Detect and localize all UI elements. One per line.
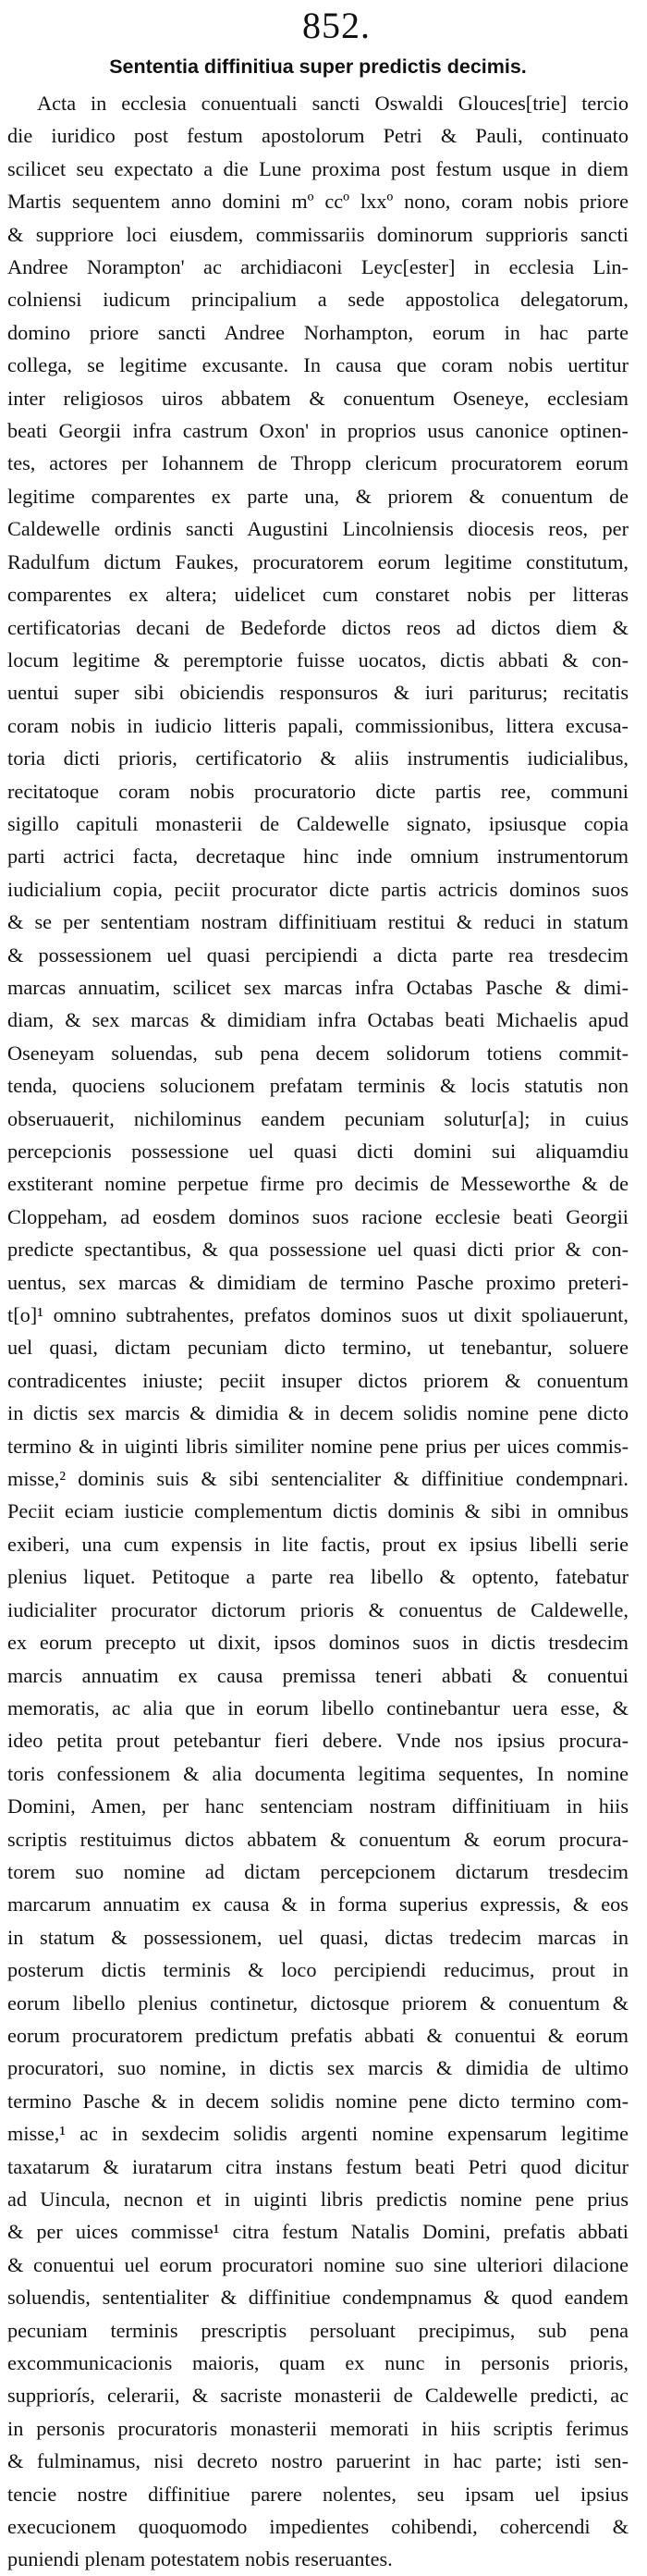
text-line: ideo petita prout petebantur fieri debere. Vnde nos ipsius procura-	[7, 1729, 629, 1753]
text-line: & se per sententiam nostram diffinitiuam restitui & reduci in statum	[7, 910, 629, 934]
text-line: exiberi, una cum expensis in lite factis, prout ex ipsius libelli serie	[7, 1532, 629, 1556]
text-line: & fulminamus, nisi decreto nostro paruerint in hac parte; isti sen-	[7, 2449, 629, 2473]
text-line: uentus, sex marcas & dimidiam de termino Pasche proximo preteri-	[7, 1270, 629, 1294]
text-line: misse,¹ ac in sexdecim solidis argenti nomine expensarum legitime	[7, 2122, 629, 2146]
text-line: soluendis, sententialiter & diffinitiue condempnamus & quod eandem	[7, 2286, 629, 2310]
text-line: in statum & possessionem, uel quasi, dictas tredecim marcas in	[7, 1925, 629, 1949]
text-line: taxatarum & iuratarum citra instans festum beati Petri quod dicitur	[7, 2154, 629, 2178]
text-line: ad Uincula, necnon et in uiginti libris predictis nomine pene prius	[7, 2188, 629, 2211]
text-line: comparentes ex altera; uidelicet cum constaret nobis per litteras	[7, 583, 629, 607]
text-line: in dictis sex marcis & dimidia & in decem solidis nomine pene dicto	[7, 1401, 629, 1425]
text-line: beati Georgii infra castrum Oxon' in proprios usus canonice optinen-	[7, 419, 629, 443]
text-line: Acta in ecclesia conuentuali sancti Oswaldi Glouces[trie] tercio	[37, 92, 629, 115]
text-line: & suppriore loci eiusdem, commissariis dominorum supprioris sancti	[7, 222, 629, 246]
text-line: inter religiosos uiros abbatem & conuentum Oseneye, ecclesiam	[7, 386, 629, 410]
text-line: suppriorís, celerarii, & sacriste monasterii de Caldewelle predicti, ac	[7, 2384, 629, 2408]
text-line: Caldewelle ordinis sancti Augustini Lincolniensis diocesis reos, per	[7, 517, 629, 541]
text-line: marcarum annuatim ex causa & in forma superius expressis, & eos	[7, 1892, 629, 1917]
text-line: marcas annuatim, scilicet sex marcas infra Octabas Pasche & dimi-	[7, 975, 629, 999]
text-line: exstiterant nomine perpetue firme pro decimis de Messeworthe & de	[7, 1172, 629, 1196]
text-line: parti actrici facta, decretaque hinc inde omnium instrumentorum	[7, 844, 629, 869]
text-line: Cloppeham, ad eosdem dominos suos racione ecclesie beati Georgii	[7, 1204, 629, 1228]
text-line: colniensi iudicum principalium a sede appostolica delegatorum,	[7, 288, 629, 312]
text-line: posterum dictis terminis & loco percipiendi reducimus, prout in	[7, 1958, 629, 1982]
text-line: termino Pasche & in decem solidis nomine pene dicto termino com-	[7, 2089, 629, 2113]
text-line: & conuentui uel eorum procuratori nomine suo sine ulteriori dilacione	[7, 2252, 629, 2276]
body-text	[7, 87, 629, 2576]
text-line: recitatoque coram nobis procuratorio dicte partis ree, communi	[7, 779, 629, 803]
text-line: Oseneyam soluendas, sub pena decem solidorum totiens commit-	[7, 1041, 629, 1065]
text-line: locum legitime & peremptorie fuisse uocatos, dictis abbati & con-	[7, 647, 629, 672]
text-line: tes, actores per Iohannem de Thropp clericum procuratorem eorum	[7, 451, 629, 475]
text-line: percepcionis possessione uel quasi dicti domini sui aliquamdiu	[7, 1140, 629, 1163]
text-line: uel quasi, dictam pecuniam dicto termino, ut tenebantur, soluere	[7, 1336, 629, 1360]
text-line: predicte spectantibus, & qua possessione uel quasi dicti prior & con-	[7, 1238, 629, 1262]
text-line: Martis sequentem anno domini mº ccº lxxº nono, coram nobis priore	[7, 190, 629, 214]
text-line: Peciit eciam iusticie complementum dictis dominis & sibi in omnibus	[7, 1499, 629, 1523]
text-line: Andree Norampton' ac archidiaconi Leyc[ester] in ecclesia Lin-	[7, 255, 629, 279]
text-line: misse,² dominis suis & sibi sentencialiter & diffinitiue condempnari.	[7, 1467, 629, 1491]
text-line: iudicialiter procurator dictorum prioris & conuentus de Caldewelle,	[7, 1597, 629, 1621]
text-line: & possessionem uel quasi percipiendi a dicta parte rea tresdecim	[7, 943, 629, 967]
text-line: Radulfum dictum Faukes, procuratorem eorum legitime constitutum,	[7, 549, 629, 573]
text-line: domino priore sancti Andree Norhampton, eorum in hac parte	[7, 320, 629, 344]
text-line: die iuridico post festum apostolorum Petri & Pauli, continuato	[7, 124, 629, 148]
text-line: pecuniam terminis prescriptis persoluant precipimus, sub pena	[7, 2318, 629, 2342]
text-line: legitime comparentes ex parte una, & priorem & conuentum de	[7, 484, 629, 508]
text-line: scilicet seu expectato a die Lune proxima post festum usque in diem	[7, 156, 629, 180]
text-line: contradicentes iniuste; peciit insuper dictos priorem & conuentum	[7, 1368, 629, 1392]
section-heading: Sententia diffinitiua super predictis decimis.	[109, 55, 527, 78]
text-line: torem suo nomine ad dictam percepcionem dictarum tresdecim	[7, 1859, 629, 1883]
text-line: uentui super sibi obiciendis responsuros & iuri pariturus; recitatis	[7, 681, 629, 705]
text-line: plenius liquet. Petitoque a parte rea libello & optento, fatebatur	[7, 1565, 629, 1589]
text-line: t[o]¹ omnino subtrahentes, prefatos dominos suos ut dixit spoliauerunt,	[7, 1303, 629, 1327]
text-line: termino & in uiginti libris similiter nomine pene prius per uices commis-	[7, 1434, 629, 1458]
text-line: memoratis, ac alia que in eorum libello continebantur uera esse, &	[7, 1695, 629, 1719]
text-line: iudicialium copia, peciit procurator dicte partis actricis dominos suos	[7, 877, 629, 901]
text-line: & per uices commisse¹ citra festum Natalis Domini, prefatis abbati	[7, 2220, 629, 2244]
text-line: puniendi plenam potestatem nobis reseruantes.	[7, 2547, 393, 2571]
text-line: coram nobis in iudicio litteris papali, commissionibus, littera excusa-	[7, 713, 629, 737]
text-line: sigillo capituli monasterii de Caldewelle signato, ipsiusque copia	[7, 811, 629, 835]
text-line: Domini, Amen, per hanc sentenciam nostram diffinitiuam in hiis	[7, 1794, 629, 1818]
text-line: ex eorum precepto ut dixit, ipsos dominos suos in dictis tresdecim	[7, 1631, 629, 1655]
text-line: eorum procuratorem predictum prefatis abbati & conuentui & eorum	[7, 2023, 629, 2047]
text-line: certificatorias decani de Bedeforde dictos reos ad dictos diem &	[7, 615, 629, 639]
text-line: tenda, quociens solucionem prefatam terminis & locis statutis non	[7, 1074, 629, 1098]
text-line: toria dicti prioris, certificatorio & aliis instrumentis iudicialibus,	[7, 746, 629, 770]
text-line: obseruauerit, nichilominus eandem pecuniam solutur[a]; in cuius	[7, 1106, 629, 1130]
text-line: eorum libello plenius continetur, dictosque priorem & conuentum &	[7, 1991, 629, 2015]
page-number: 852.	[302, 5, 371, 46]
text-line: in personis procuratoris monasterii memorati in hiis scriptis ferimus	[7, 2416, 629, 2440]
text-line: scriptis restituimus dictos abbatem & conuentum & eorum procura-	[7, 1827, 629, 1851]
text-line: marcis annuatim ex causa premissa teneri abbati & conuentui	[7, 1663, 629, 1687]
text-line: procuratori, suo nomine, in dictis sex marcis & dimidia de ultimo	[7, 2056, 629, 2080]
text-line: excommunicacionis maioris, quam ex nunc in personis prioris,	[7, 2351, 629, 2375]
text-line: execucionem quoquomodo impedientes cohibendi, cohercendi &	[7, 2515, 629, 2539]
text-line: diam, & sex marcas & dimidiam infra Octabas beati Michaelis apud	[7, 1008, 629, 1032]
text-line: tencie nostre diffinitiue parere nolentes, seu ipsam uel ipsius	[7, 2482, 629, 2506]
text-line: collega, se legitime excusante. In causa que coram nobis uertitur	[7, 353, 629, 377]
text-line: toris confessionem & alia documenta legitima sequentes, In nomine	[7, 1761, 629, 1785]
